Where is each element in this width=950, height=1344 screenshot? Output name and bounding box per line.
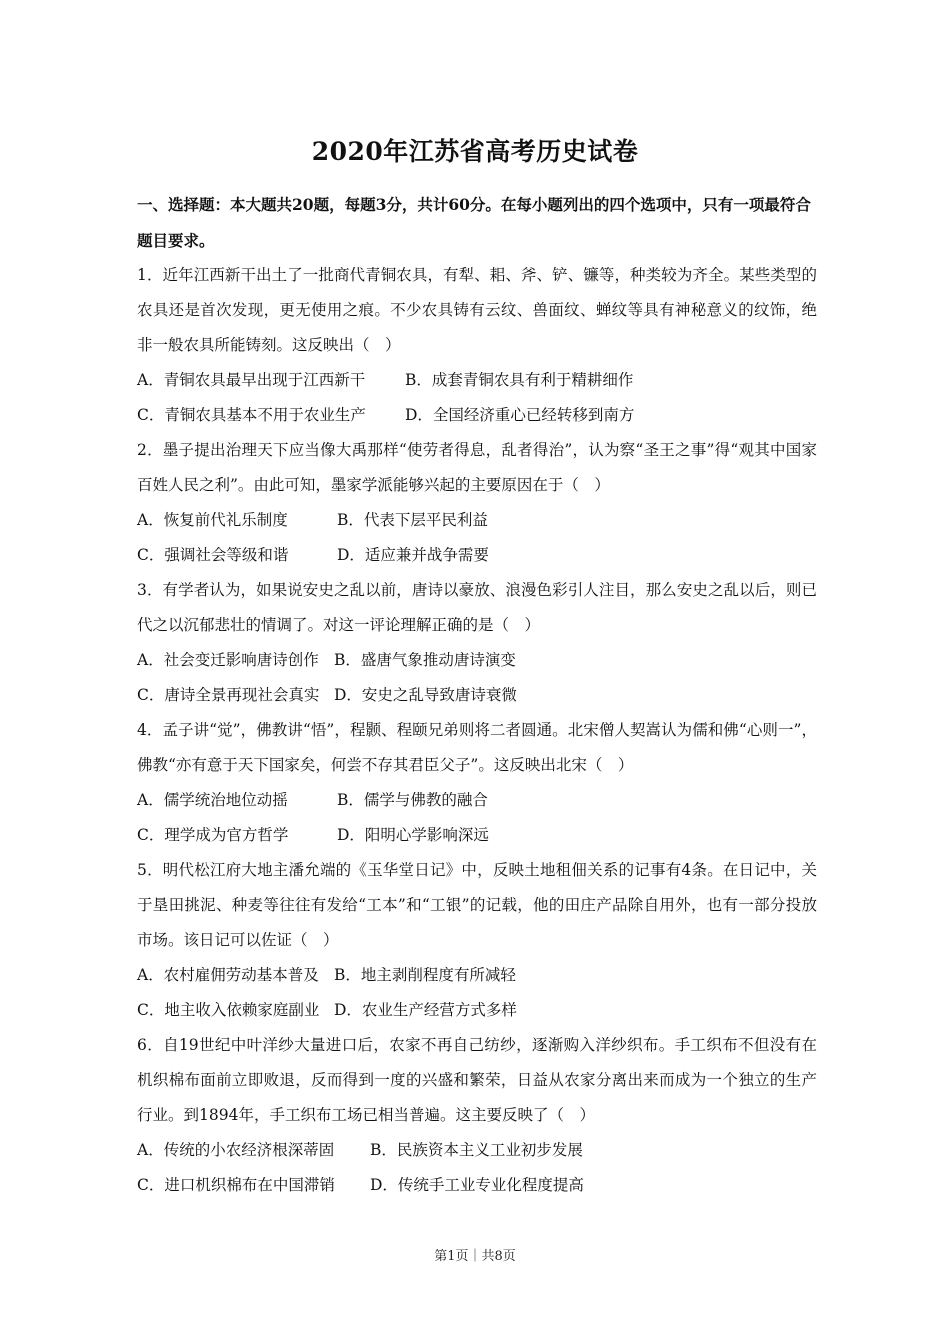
document-title: 2020年江苏省高考历史试卷 [311, 137, 639, 166]
option-b: B．民族资本主义工业初步发展 [370, 1141, 583, 1159]
section-header: 一、选择题：本大题共20题，每题3分，共计60分。在每小题列出的四个选项中，只有一项最符合题目要求。 [137, 195, 811, 250]
question-6 [137, 1028, 817, 1203]
question-stem: 6．自19世纪中叶洋纱大量进口后，农家不再自己纺纱，逐渐购入洋纱织布。手工织布不但没有在机织棉布面前立即败退，反而得到一度的兴盛和繁荣，日益从农家分离出来而成为一个独立的生产行业。到1894年，手工织布工场已相当普遍。这主要反映了（ ） [137, 1036, 817, 1124]
question-3 [137, 573, 817, 713]
option-b: B．儒学与佛教的融合 [337, 791, 488, 809]
options-row [137, 643, 817, 678]
question-1 [137, 258, 817, 433]
option-c: C．地主收入依赖家庭副业 [137, 1001, 320, 1019]
option-d: D．农业生产经营方式多样 [334, 1001, 517, 1019]
option-d: D．安史之乱导致唐诗衰微 [334, 686, 517, 704]
options-row [137, 1133, 817, 1168]
question-stem: 5．明代松江府大地主潘允端的《玉华堂日记》中，反映土地租佃关系的记事有4条。在日记中，关于垦田挑泥、种麦等往往有发给“工本”和“工银”的记载，他的田庄产品除自用外，也有一部分投放市场。该日记可以佐证（ ） [137, 861, 817, 949]
question-stem: 2．墨子提出治理天下应当像大禹那样“使劳者得息，乱者得治”，认为察“圣王之事”得“观其中国家百姓人民之利”。由此可知，墨家学派能够兴起的主要原因在于（ ） [137, 441, 817, 494]
options-row [137, 503, 817, 538]
option-a: A．社会变迁影响唐诗创作 [137, 651, 319, 669]
options-row [137, 538, 817, 573]
options-row [137, 1168, 817, 1203]
question-stem: 4．孟子讲“觉”，佛教讲“悟”，程颢、程颐兄弟则将二者圆通。北宋僧人契嵩认为儒和佛“心则一”，佛教“亦有意于天下国家矣，何尝不存其君臣父子”。这反映出北宋（ ） [137, 721, 817, 774]
question-stem: 3．有学者认为，如果说安史之乱以前，唐诗以豪放、浪漫色彩引人注目，那么安史之乱以后，则已代之以沉郁悲壮的情调了。对这一评论理解正确的是（ ） [137, 581, 817, 634]
question-2 [137, 433, 817, 573]
option-c: C．青铜农具基本不用于农业生产 [137, 406, 366, 424]
question-5 [137, 853, 817, 1028]
options-row [137, 398, 817, 433]
question-stem: 1．近年江西新干出土了一批商代青铜农具，有犁、耜、斧、铲、镰等，种类较为齐全。某些类型的农具还是首次发现，更无使用之痕。不少农具铸有云纹、兽面纹、蝉纹等具有神秘意义的纹饰，绝非一般农具所能铸刻。这反映出（ ） [137, 266, 817, 354]
options-row [137, 993, 817, 1028]
options-row [137, 818, 817, 853]
option-b: B．地主剥削程度有所减轻 [334, 966, 516, 984]
options-row [137, 783, 817, 818]
option-c: C．唐诗全景再现社会真实 [137, 686, 320, 704]
option-a: A．传统的小农经济根深蒂固 [137, 1141, 335, 1159]
option-b: B．代表下层平民利益 [337, 511, 488, 529]
option-a: A．恢复前代礼乐制度 [137, 511, 288, 529]
option-d: D．阳明心学影响深远 [337, 826, 489, 844]
option-d: D．适应兼并战争需要 [337, 546, 489, 564]
question-4 [137, 713, 817, 853]
option-d: D．传统手工业专业化程度提高 [370, 1176, 584, 1194]
page-footer: 第1页｜共8页 [434, 1249, 516, 1264]
option-a: A．农村雇佣劳动基本普及 [137, 966, 319, 984]
option-a: A．青铜农具最早出现于江西新干 [137, 371, 366, 389]
option-d: D．全国经济重心已经转移到南方 [405, 406, 635, 424]
option-c: C．进口机织棉布在中国滞销 [137, 1176, 335, 1194]
option-a: A．儒学统治地位动摇 [137, 791, 288, 809]
option-c: C．强调社会等级和谐 [137, 546, 289, 564]
option-b: B．盛唐气象推动唐诗演变 [334, 651, 516, 669]
question-list [137, 258, 817, 1203]
option-c: C．理学成为官方哲学 [137, 826, 289, 844]
options-row [137, 678, 817, 713]
options-row [137, 363, 817, 398]
options-row [137, 958, 817, 993]
option-b: B．成套青铜农具有利于精耕细作 [405, 371, 634, 389]
